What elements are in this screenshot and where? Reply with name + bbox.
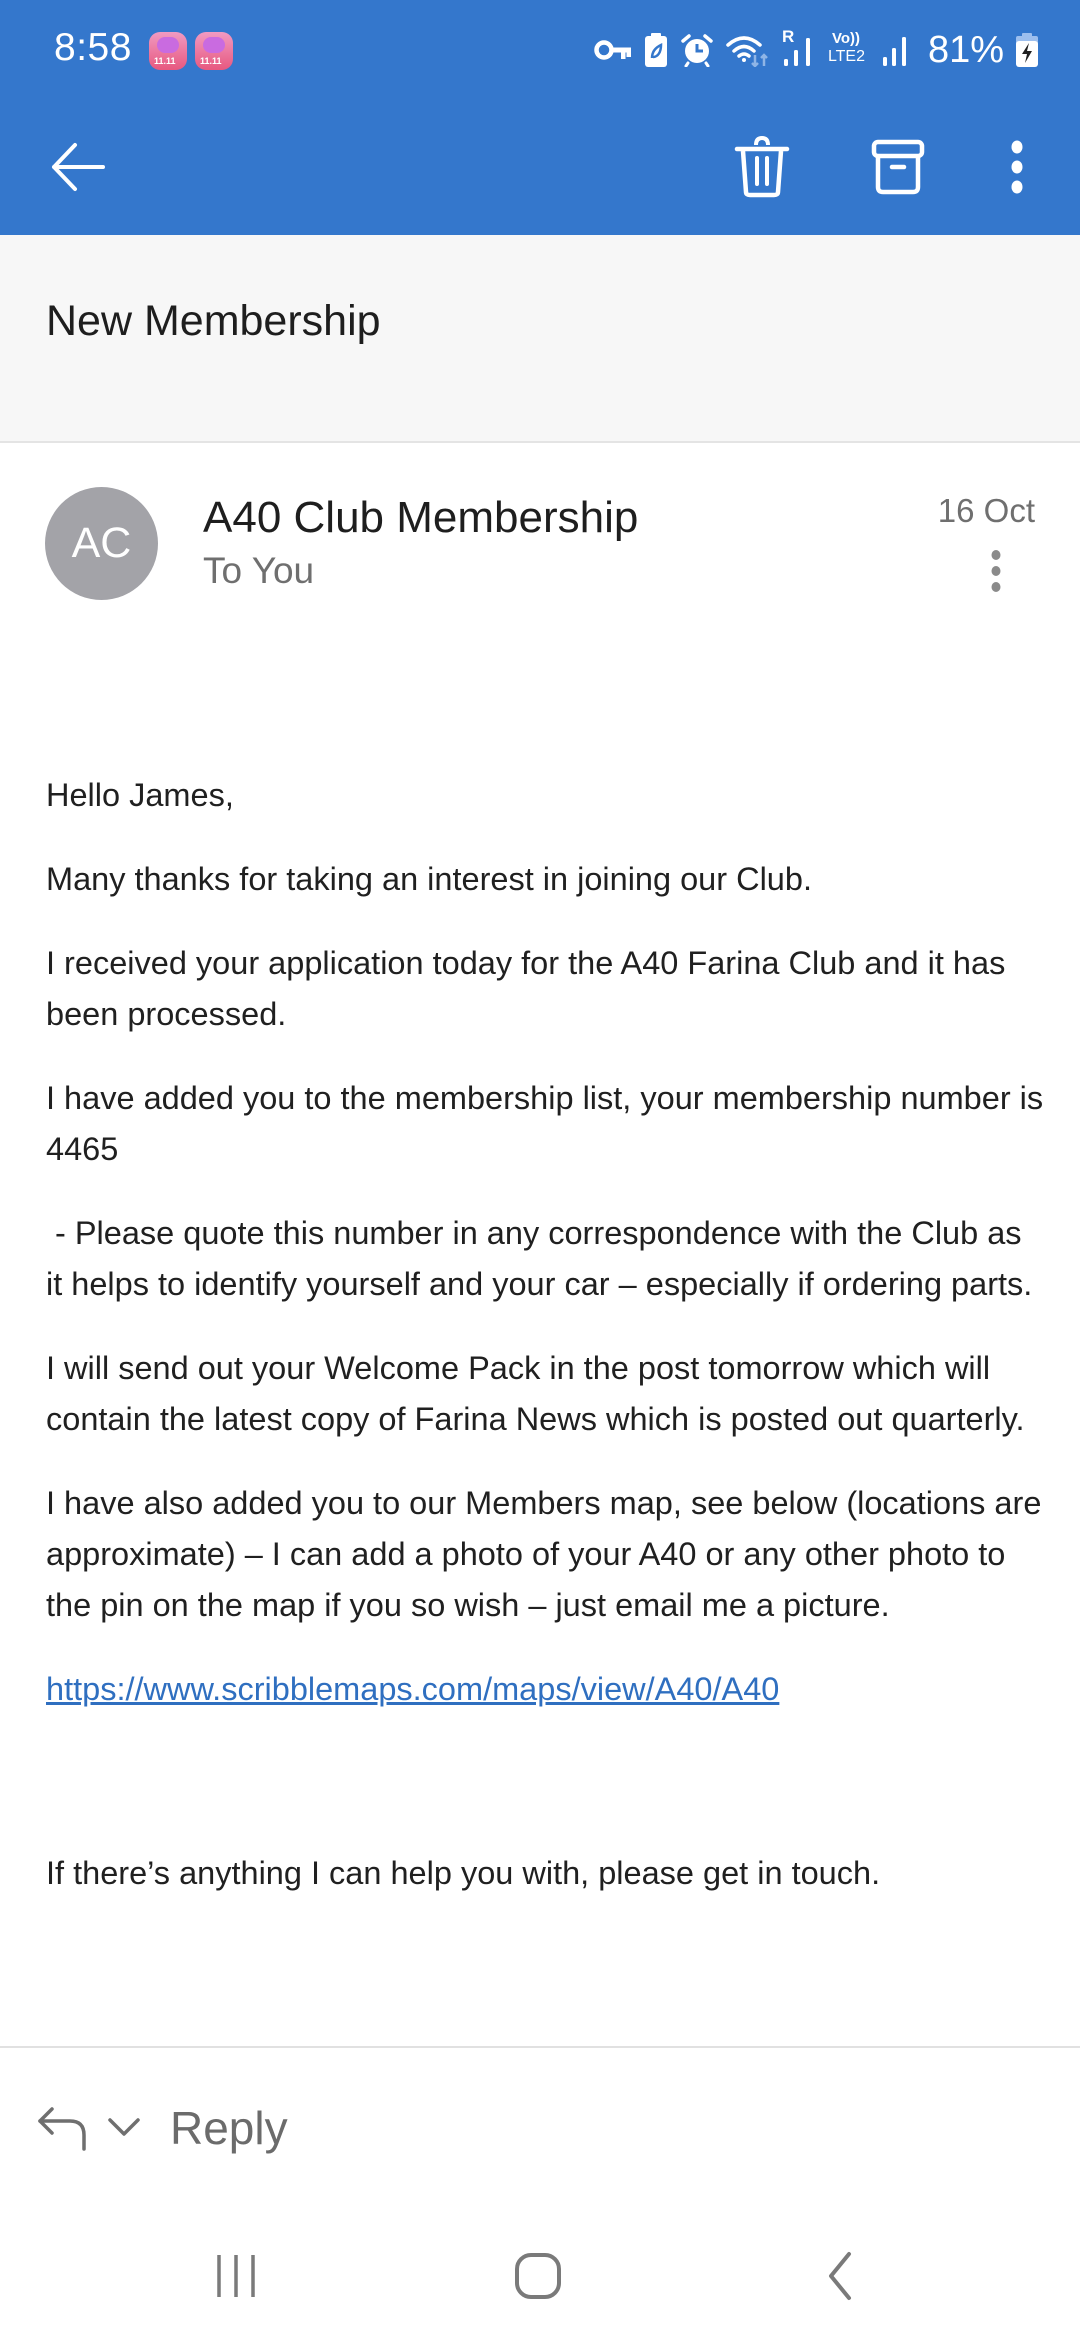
status-bar bbox=[0, 0, 1080, 100]
signal-r-icon bbox=[781, 27, 816, 67]
archive-icon bbox=[871, 139, 925, 195]
trash-icon bbox=[734, 136, 790, 198]
body-paragraph: I have added you to the membership list, your membership number is 4465 bbox=[46, 1080, 1044, 1167]
delete-button[interactable] bbox=[717, 122, 807, 212]
nav-back-button[interactable] bbox=[780, 2236, 900, 2316]
volte-label-bottom: LTE2 bbox=[827, 48, 865, 65]
avatar[interactable] bbox=[45, 487, 158, 600]
reply-icon bbox=[36, 2105, 90, 2151]
chevron-down-icon bbox=[104, 2116, 144, 2140]
email-subject: New Membership bbox=[46, 297, 381, 345]
status-time: 8:58 bbox=[54, 26, 132, 69]
wifi-icon bbox=[726, 33, 770, 67]
body-paragraph: I received your application today for the A40 Farina Club and it has been processed. bbox=[46, 945, 1006, 1032]
body-paragraph: - Please quote this number in any correspondence with the Club as it helps to identify yourself and your car – especially if ordering parts. bbox=[46, 1215, 1033, 1302]
email-date: 16 Oct bbox=[937, 492, 1035, 529]
status-icons bbox=[594, 28, 1038, 72]
battery-saver-icon bbox=[644, 33, 668, 67]
body-paragraph: I have also added you to our Members map, see below (locations are approximate) – I can add a photo of your A40 or any other photo to the pin on the map if you so wish – just email me a picture. bbox=[46, 1485, 1042, 1623]
system-nav-bar bbox=[0, 2206, 1080, 2340]
more-options-button[interactable] bbox=[972, 122, 1062, 212]
sender-name[interactable]: A40 Club Membership bbox=[203, 493, 639, 542]
top-app-bar bbox=[0, 0, 1080, 235]
event-notification-icon bbox=[195, 32, 233, 70]
recipient-label[interactable]: To You bbox=[203, 550, 315, 591]
back-button[interactable] bbox=[32, 122, 122, 212]
more-vert-icon bbox=[976, 545, 1016, 605]
battery-percent: 81% bbox=[927, 28, 1004, 71]
volte-lte2-icon bbox=[828, 32, 870, 68]
vpn-key-icon bbox=[594, 37, 632, 63]
signal-roaming-label: R bbox=[781, 27, 795, 46]
sender-row bbox=[0, 445, 1080, 625]
action-bar bbox=[0, 100, 1080, 235]
arrow-left-icon bbox=[49, 142, 105, 192]
body-paragraph: If there’s anything I can help you with, please get in touch. bbox=[46, 1855, 881, 1891]
notification-badge-text: 11.11 bbox=[154, 56, 176, 66]
home-button[interactable] bbox=[478, 2236, 598, 2316]
message-options-button[interactable] bbox=[976, 545, 1016, 605]
battery-charging-icon bbox=[1016, 33, 1038, 67]
archive-button[interactable] bbox=[853, 122, 943, 212]
signal-icon bbox=[882, 33, 910, 67]
back-icon bbox=[825, 2251, 855, 2301]
recent-apps-icon bbox=[211, 2253, 261, 2299]
reply-button[interactable] bbox=[36, 2088, 288, 2168]
event-notification-icon bbox=[149, 32, 187, 70]
body-paragraph: I will send out your Welcome Pack in the post tomorrow which will contain the latest copy of Farina News which is posted out quarterly. bbox=[46, 1350, 1025, 1437]
reply-label: Reply bbox=[170, 2102, 288, 2154]
map-link[interactable]: https://www.scribblemaps.com/maps/view/A40/A40 bbox=[46, 1671, 780, 1707]
home-icon bbox=[514, 2252, 562, 2300]
more-vert-icon bbox=[1007, 139, 1027, 195]
notification-badge-text: 11.11 bbox=[200, 56, 222, 66]
alarm-icon bbox=[680, 33, 714, 67]
avatar-initials: AC bbox=[71, 519, 132, 567]
body-paragraph: Many thanks for taking an interest in joining our Club. bbox=[46, 861, 812, 897]
body-greeting: Hello James, bbox=[46, 777, 234, 813]
recent-apps-button[interactable] bbox=[176, 2236, 296, 2316]
reply-bar bbox=[0, 2046, 1080, 2206]
email-body bbox=[46, 770, 1046, 1932]
subject-header bbox=[0, 235, 1080, 443]
volte-label-top: Vo)) bbox=[831, 30, 860, 47]
